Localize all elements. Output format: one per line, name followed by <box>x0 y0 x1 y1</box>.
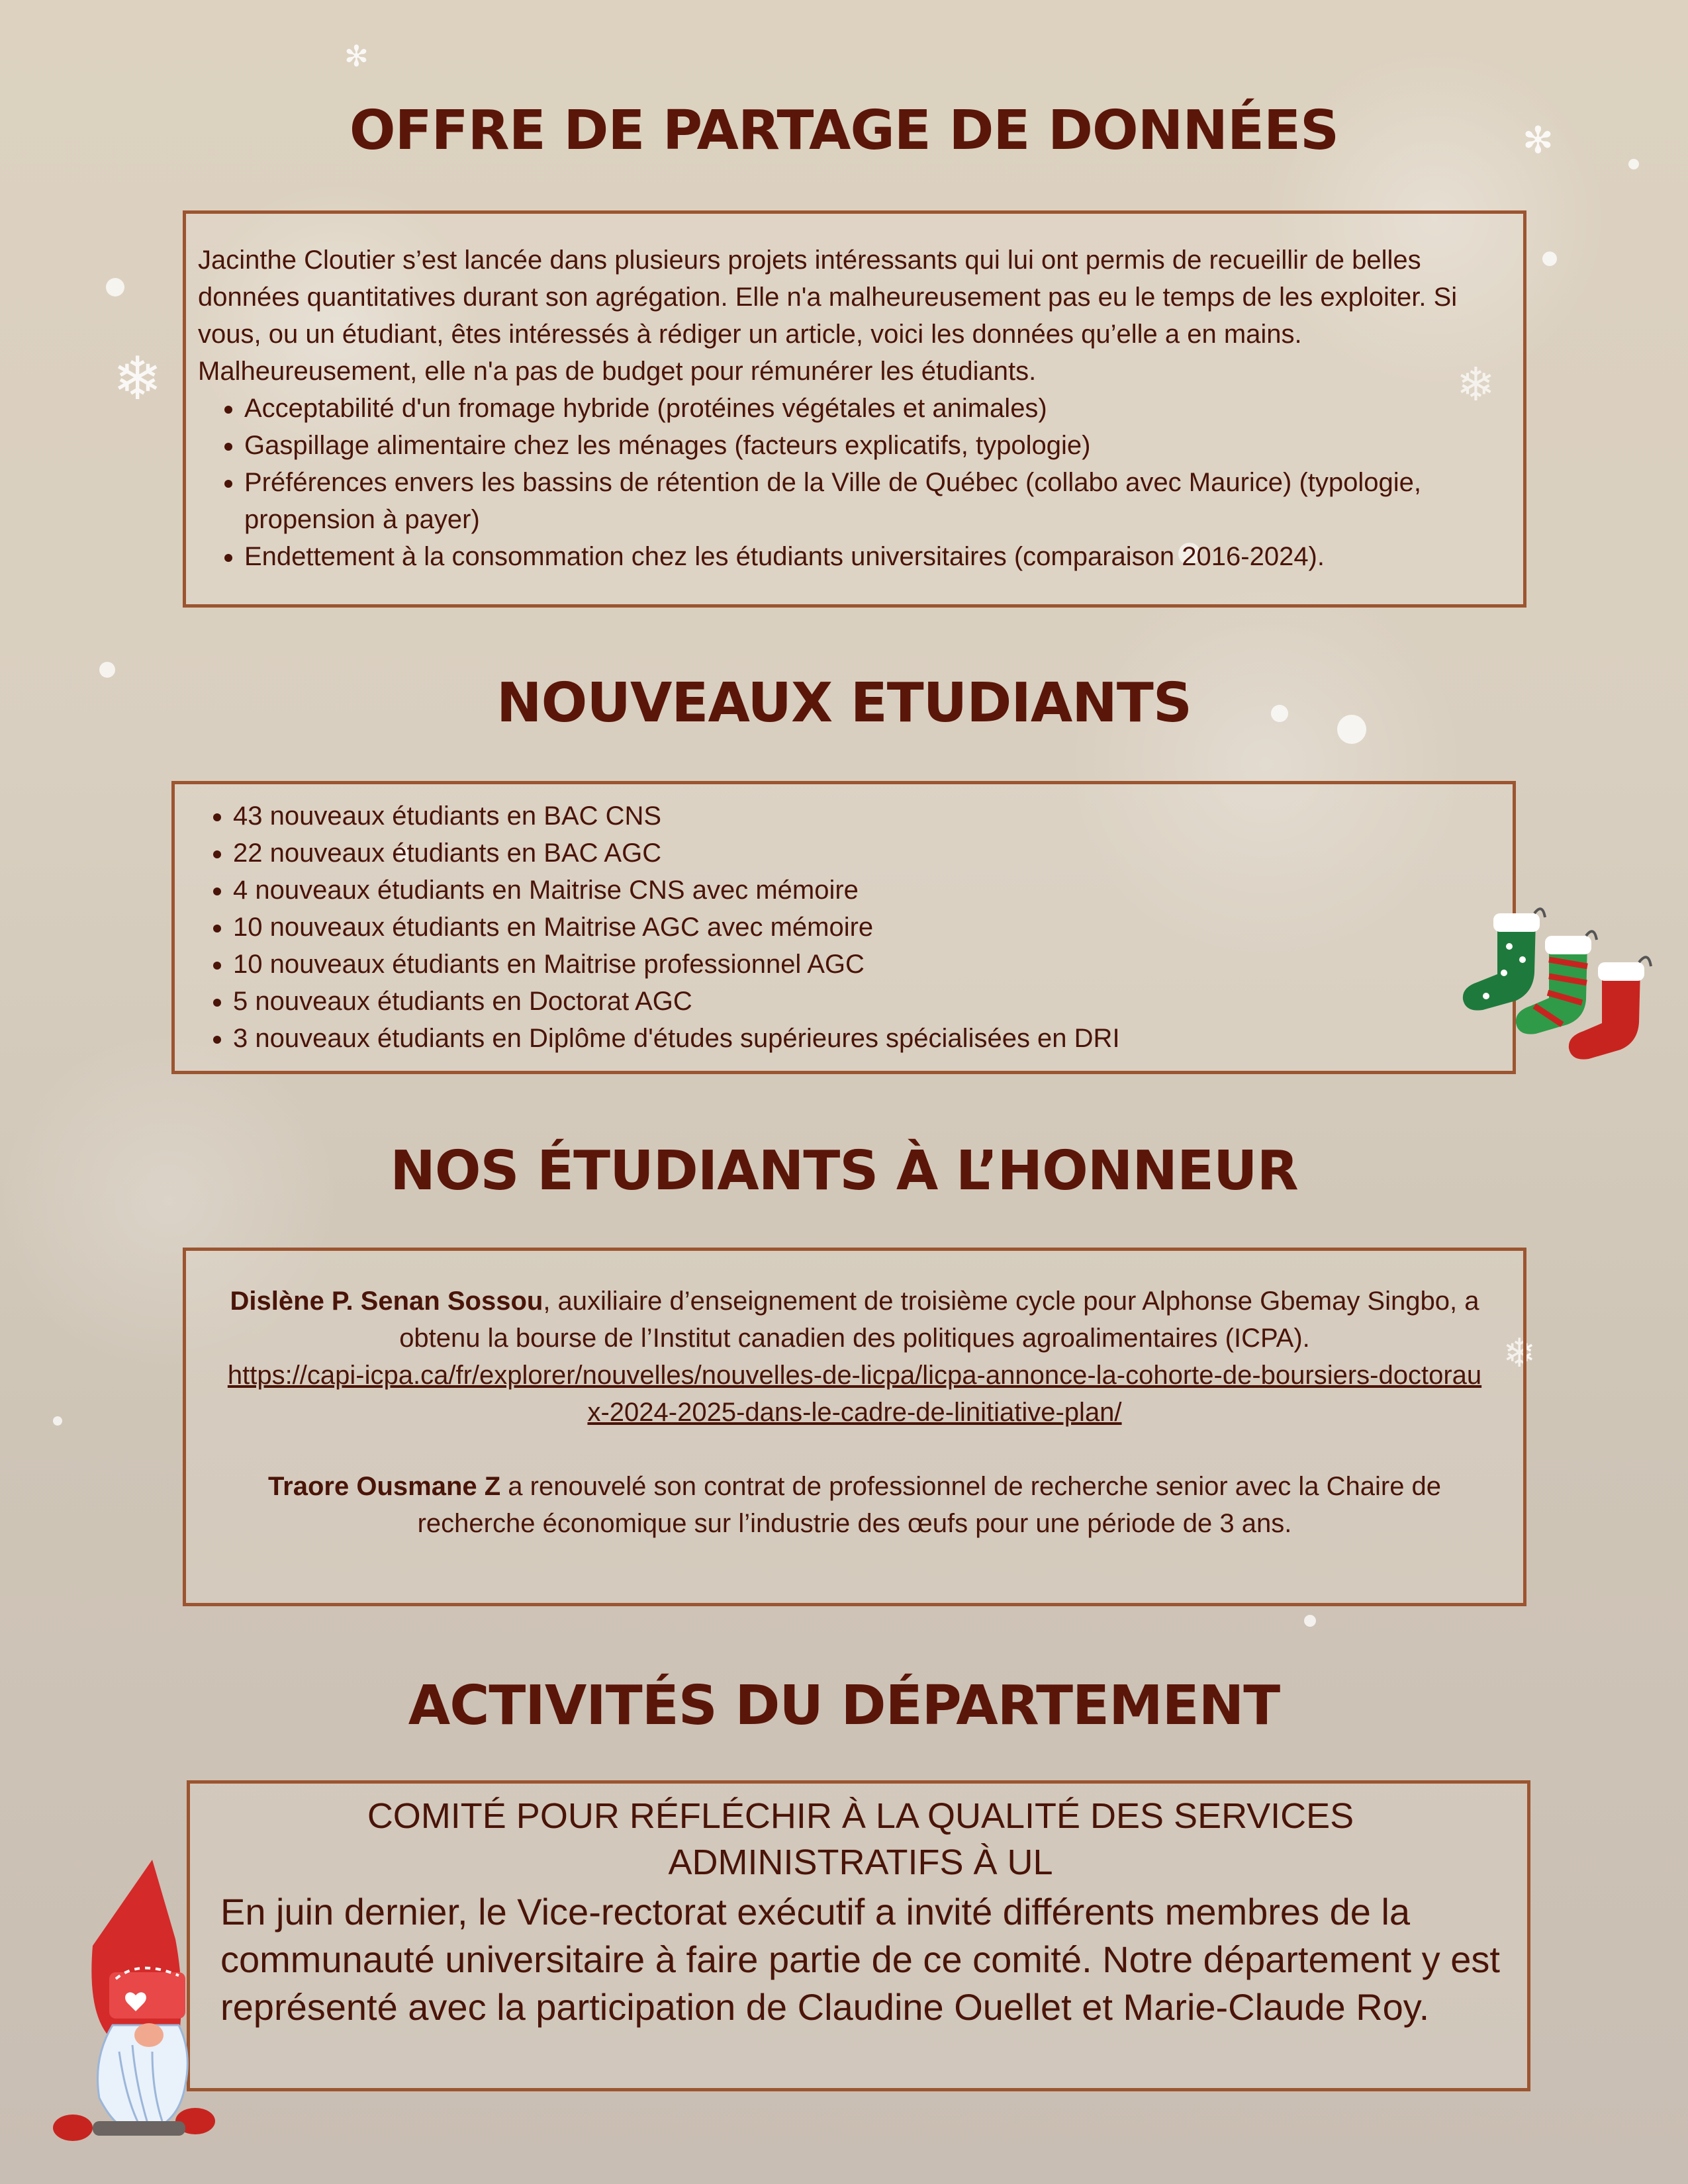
list-item: • 10 nouveaux étudiants en Maitrise AGC avec mémoire <box>233 909 1501 946</box>
data-sharing-list <box>198 390 1511 575</box>
snowflake-icon: ❄ <box>1503 1330 1536 1377</box>
honor-paragraph-2 <box>226 1468 1483 1542</box>
honor-text: a renouvelé son contrat de professionnel de recherche senior avec la Chaire de recherche économique sur l’industrie des œufs pour une période de 3 ans. <box>417 1472 1442 1538</box>
christmas-stockings-icon <box>1456 907 1662 1066</box>
icpa-link[interactable]: https://capi-icpa.ca/fr/explorer/nouvelles/nouvelles-de-licpa/licpa-annonce-la-cohorte-de-boursiers-doctoraux-2024-2025-dans-le-cadre-de-linitiative-plan/ <box>227 1361 1482 1427</box>
honored-students-box <box>183 1248 1526 1606</box>
list-item: • 22 nouveaux étudiants en BAC AGC <box>233 835 1501 872</box>
department-activities-box <box>187 1780 1530 2091</box>
honoree-name: Dislène P. Senan Sossou <box>230 1287 543 1316</box>
list-item: • 4 nouveaux étudiants en Maitrise CNS avec mémoire <box>233 872 1501 909</box>
new-students-list <box>187 797 1501 1057</box>
data-sharing-box <box>183 210 1526 608</box>
snowflake-icon: ✻ <box>1523 119 1554 162</box>
section-title-department-activities: ACTIVITÉS DU DÉPARTEMENT <box>408 1674 1280 1737</box>
section-title-data-sharing: OFFRE DE PARTAGE DE DONNÉES <box>349 99 1339 162</box>
list-item: • 43 nouveaux étudiants en BAC CNS <box>233 797 1501 835</box>
gnome-icon <box>53 1860 218 2151</box>
new-students-box <box>171 781 1516 1074</box>
snowflake-icon: ❄ <box>113 344 163 414</box>
list-item: • 10 nouveaux étudiants en Maitrise professionnel AGC <box>233 946 1501 983</box>
honoree-name: Traore Ousmane Z <box>267 1472 501 1501</box>
snowflake-icon: ❄ <box>1456 357 1495 412</box>
honor-paragraph-1 <box>226 1283 1483 1431</box>
list-item: • Gaspillage alimentaire chez les ménages (facteurs explicatifs, typologie) <box>244 427 1511 464</box>
snowflake-icon: ✻ <box>344 40 369 73</box>
section-title-new-students: NOUVEAUX ETUDIANTS <box>496 672 1192 735</box>
list-item: • Préférences envers les bassins de rétention de la Ville de Québec (collabo avec Maurice) (typologie, propension à payer) <box>244 464 1511 538</box>
data-sharing-intro: Jacinthe Cloutier s’est lancée dans plusieurs projets intéressants qui lui ont permis de recueillir de belles données quantitatives durant son agrégation. Elle n'a malheureusement pas eu le temps de les exploiter. Si vous, ou un étudiant, êtes intéressés à rédiger un article, voici les données qu’elle a en mains. Malheureusement, elle n'a pas de budget pour rémunérer les étudiants. <box>198 246 1458 386</box>
committee-title: COMITÉ POUR RÉFLÉCHIR À LA QUALITÉ DES SERVICES ADMINISTRATIFS À UL <box>367 1796 1354 1882</box>
list-item: • Endettement à la consommation chez les étudiants universitaires (comparaison 2016-2024). <box>244 538 1511 575</box>
green-stocking-icon <box>1463 909 1545 1010</box>
honor-text: , auxiliaire d’enseignement de troisième cycle pour Alphonse Gbemay Singbo, a obtenu la bourse de l’Institut canadien des politiques agroalimentaires (ICPA). <box>399 1287 1479 1353</box>
section-title-honored-students: NOS ÉTUDIANTS À L’HONNEUR <box>390 1140 1298 1203</box>
list-item: • 3 nouveaux étudiants en Diplôme d'études supérieures spécialisées en DRI <box>233 1020 1501 1057</box>
committee-text: En juin dernier, le Vice-rectorat exécutif a invité différents membres de la communauté universitaire à faire partie de ce comité. Notre département y est représenté avec la participation de Claudine Ouellet et Marie-Claude Roy. <box>220 1891 1500 2028</box>
list-item: • 5 nouveaux étudiants en Doctorat AGC <box>233 983 1501 1020</box>
list-item: • Acceptabilité d'un fromage hybride (protéines végétales et animales) <box>244 390 1511 427</box>
